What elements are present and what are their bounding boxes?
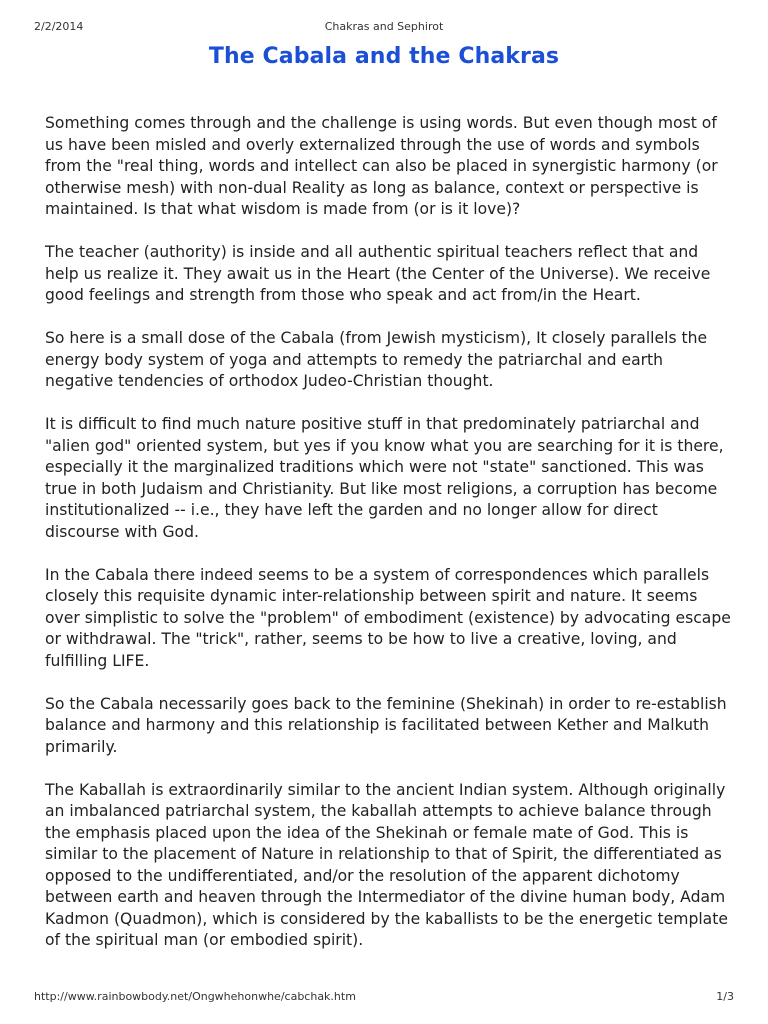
print-page-title: Chakras and Sephirot: [324, 20, 444, 33]
paragraph-7: The Kaballah is extraordinarily similar to the ancient Indian system. Although originally an imbalanced patriarchal system, the kaballah attempts to achieve balance through the emphasis placed upon the idea of the Shekinah or female mate of God. This is similar to the placement of Nature in relationship to that of Spirit, the differentiated as opposed to the undifferentiated, and/or the resolution of the apparent dichotomy between earth and heaven through the Intermediator of the divine human body, Adam Kadmon (Quadmon), which is considered by the kaballists to be the energetic template of the spiritual man (or embodied spirit).: [45, 780, 728, 949]
paragraph-6: So the Cabala necessarily goes back to the feminine (Shekinah) in order to re-establish balance and harmony and this relationship is facilitated between Kether and Malkuth primarily.: [45, 694, 727, 756]
print-date: 2/2/2014: [34, 20, 84, 33]
print-header: [0, 0, 768, 40]
paragraph-4: It is difficult to find much nature positive stuff in that predominately patriarchal and "alien god" oriented system, but yes if you know what you are searching for it is there, especially it the marginalized traditions which were not "state" sanctioned. This was true in both Judaism and Christianity. But like most religions, a corruption has become institutionalized -- i.e., they have left the garden and no longer allow for direct discourse with God.: [45, 415, 724, 541]
source-url: http://www.rainbowbody.net/Ongwhehonwhe/cabchak.htm: [34, 990, 356, 1003]
print-footer: [0, 990, 768, 1024]
article-body: [45, 113, 735, 973]
article-title: The Cabala and the Chakras: [208, 44, 560, 69]
page-number: 1/3: [716, 990, 734, 1003]
paragraph-1: Something comes through and the challenge is using words. But even though most of us have been misled and overly externalized through the use of words and symbols from the "real thing, words and intellect can also be placed in synergistic harmony (or otherwise mesh) with non-dual Reality as long as balance, context or perspective is maintained. Is that what wisdom is made from (or is it love)?: [45, 114, 718, 218]
paragraph-2: The teacher (authority) is inside and all authentic spiritual teachers reflect that and help us realize it. They await us in the Heart (the Center of the Universe). We receive good feelings and strength from those who speak and act from/in the Heart.: [45, 243, 711, 304]
paragraph-3: So here is a small dose of the Cabala (from Jewish mysticism), It closely parallels the energy body system of yoga and attempts to remedy the patriarchal and earth negative tendencies of orthodox Judeo-Christian thought.: [45, 329, 708, 390]
paragraph-5: In the Cabala there indeed seems to be a system of correspondences which parallels closely this requisite dynamic inter-relationship between spirit and nature. It seems over simplistic to solve the "problem" of embodiment (existence) by advocating escape or withdrawal. The "trick", rather, seems to be how to live a creative, loving, and fulfilling LIFE.: [45, 565, 731, 670]
